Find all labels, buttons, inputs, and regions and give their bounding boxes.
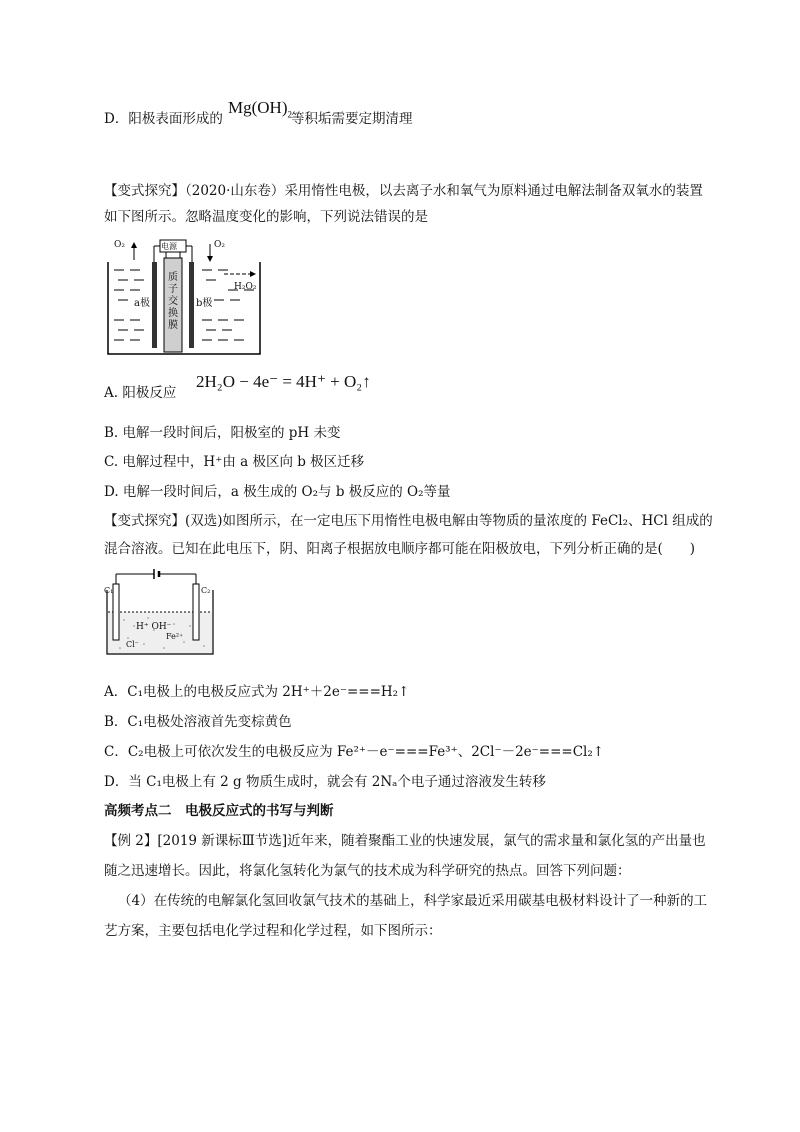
c2-label: C₂ [201,586,211,595]
power-label: 电源 [161,242,177,251]
q1-option-d [104,110,223,128]
h2o2-label: H₂O₂ [234,282,257,292]
section-heading: 高频考点二 电极反应式的书写与判断 [104,803,334,819]
electrolysis-diagram-1 [104,236,264,358]
b-electrode-label: b极 [196,294,212,309]
a-electrode-label: a极 [134,294,150,309]
electrolysis-diagram-2 [104,566,216,658]
variant2-option-c: C．C₂电极上可依次发生的电极反应为 Fe²⁺－e⁻===Fe³⁺、2Cl⁻－2e⁻===Cl₂↑ [104,744,605,760]
example-line2: 随之迅速增长。因此，将氯化氢转化为氯气的技术成为科学研究的热点。回答下列问题： [104,863,631,879]
variant2-line2: 混合溶液。已知在此电压下，阴、阳离子根据放电顺序都可能在阳极放电，下列分析正确的是( ) [104,541,696,557]
example-line1: 【例 2】[2019 新课标Ⅲ节选]近年来，随着聚酯工业的快速发展，氯气的需求量和氯化氢的产出量也 [104,833,706,849]
variant2-option-b: B．C₁电极处溶液首先变棕黄色 [104,714,292,730]
part4-line1: （4）在传统的电解氯化氢回收氯气技术的基础上，科学家最近采用碳基电极材料设计了一种新的工 [118,893,708,909]
variant2-option-d: D．当 C₁电极上有 2 g 物质生成时，就会有 2Nₐ个电子通过溶液发生转移 [104,774,546,790]
part4-line2: 艺方案，主要包括电化学过程和化学过程，如下图所示： [104,923,442,939]
q1-option-d-prefix: D．阳极表面形成的 [104,111,223,127]
variant2-option-a: A．C₁电极上的电极反应式为 2H⁺＋2e⁻===H₂↑ [104,684,410,700]
variant1-line1: 【变式探究】（2020·山东卷）采用惰性电极，以去离子水和氧气为原料通过电解法制备双氧水的装置 [104,183,703,199]
electrolysis-figure-1 [104,236,264,358]
ions-top-label: H⁺ OH⁻ [136,622,172,632]
variant1-option-b: B. 电解一段时间后，阳极室的 pH 未变 [104,425,341,441]
electrolysis-figure-2 [104,566,216,658]
q1-option-d-formula: $Mg(OH)_2$ [228,98,292,120]
variant1-option-a: A. 阳极反应 [104,385,177,401]
variant1-option-a-formula: 2H₂O − 4e⁻ = 4H⁺ + O₂↑ [196,372,371,391]
o2-left-label: O₂ [114,240,125,250]
cl-ion-label: Cl⁻ [126,640,139,649]
variant1-option-c: C. 电解过程中，H⁺由 a 极区向 b 极区迁移 [104,454,365,470]
c1-label: C₁ [104,586,114,595]
variant1-option-d: D. 电解一段时间后，a 极生成的 O₂与 b 极反应的 O₂等量 [104,484,451,500]
o2-right-label: O₂ [214,240,225,250]
fe-ion-label: Fe²⁺ [166,632,184,641]
q1-option-d-suffix: 等积垢需要定期清理 [291,111,413,127]
variant1-line2: 如下图所示。忽略温度变化的影响，下列说法错误的是 [104,209,428,225]
membrane-label: 质 子 交 换 膜 [168,272,178,331]
variant2-line1: 【变式探究】(双选)如图所示，在一定电压下用惰性电极电解由等物质的量浓度的 FeCl₂、HCl 组成的 [104,513,713,529]
